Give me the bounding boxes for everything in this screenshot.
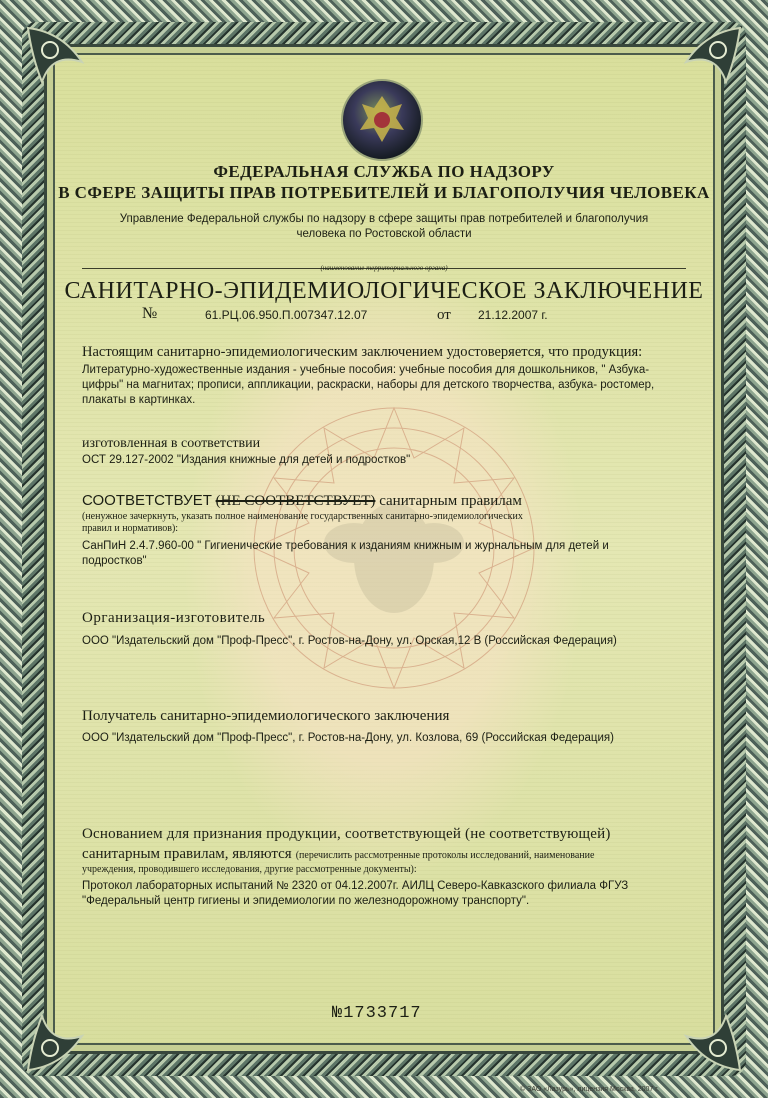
compliance-note-line1: (ненужное зачеркнуть, указать полное наименование государственных санитарно-эпидемиологических	[82, 511, 523, 522]
basis-value1: Протокол лабораторных испытаний № 2320 от 04.12.2007г. АИЛЦ Северо-Кавказского филиала ФГУЗ	[82, 880, 629, 892]
hologram-emblem-icon	[340, 78, 424, 162]
product-line2: цифры" на магнитах; прописи, аппликации, раскраски, наборы для детского творчества, азбука- ростомер,	[82, 379, 655, 391]
basis-value2: "Федеральный центр гигиены и эпидемиологии по железнодорожному транспорту".	[82, 895, 530, 907]
rules-text: санитарным правилам	[379, 493, 522, 509]
recipient-label: Получатель санитарно-эпидемиологического заключения	[82, 708, 450, 724]
manufacturer-value: ООО "Издательский дом "Проф-Пресс", г. Ростов-на-Дону, ул. Орская,12 В (Российская Федерация)	[82, 635, 617, 647]
basis-lead: санитарным правилам, являются	[82, 846, 292, 862]
compliance-statement	[82, 492, 522, 510]
conforms-text: СООТВЕТСТВУЕТ	[82, 492, 212, 509]
compliance-note-line2: правил и нормативов):	[82, 523, 179, 534]
corner-ornament-icon	[676, 22, 746, 92]
agency-title-line2: В СФЕРЕ ЗАЩИТЫ ПРАВ ПОТРЕБИТЕЛЕЙ И БЛАГОПОЛУЧИЯ ЧЕЛОВЕКА	[58, 183, 710, 202]
sanpin-line1: СанПиН 2.4.7.960-00 " Гигиенические требования к изданиям книжным и журнальным для детей и	[82, 540, 609, 552]
product-line3: плакаты в картинках.	[82, 394, 196, 406]
number-label: №	[142, 305, 158, 322]
conclusion-number: 61.РЦ.06.950.П.007347.12.07	[205, 308, 368, 322]
document-title: САНИТАРНО-ЭПИДЕМИОЛОГИЧЕСКОЕ ЗАКЛЮЧЕНИЕ	[64, 278, 704, 304]
product-intro: Настоящим санитарно-эпидемиологическим заключением удостоверяется, что продукция:	[82, 344, 643, 360]
basis-line1: Основанием для признания продукции, соответствующей (не соответствующей)	[82, 826, 611, 842]
product-line1: Литературно-художественные издания - учебные пособия: учебные пособия для дошкольников, " Азбука-	[82, 364, 650, 376]
basis-line3: учреждения, проводившего исследования, другие рассмотренные документы):	[82, 864, 417, 875]
corner-ornament-icon	[22, 1006, 92, 1076]
form-serial-number: №1733717	[332, 1004, 422, 1023]
sanpin-line2: подростков"	[82, 555, 147, 567]
printer-imprint: © ЗАО «Лазурь», лицензия Москва, 2007 г.	[520, 1086, 659, 1093]
conclusion-date: 21.12.2007 г.	[478, 308, 548, 322]
department-caption: (наименование территориального органа)	[320, 264, 448, 272]
manufactured-standard: ОСТ 29.127-2002 "Издания книжные для детей и подростков"	[82, 454, 411, 466]
date-label: от	[437, 307, 451, 323]
department-line1: Управление Федеральной службы по надзору в сфере защиты прав потребителей и благополучия	[119, 213, 649, 225]
agency-title-line1: ФЕДЕРАЛЬНАЯ СЛУЖБА ПО НАДЗОРУ	[213, 162, 555, 181]
recipient-value: ООО "Издательский дом "Проф-Пресс", г. Ростов-на-Дону, ул. Козлова, 69 (Российская Федерация)	[82, 732, 614, 744]
manufacturer-label: Организация-изготовитель	[82, 610, 266, 626]
corner-ornament-icon	[676, 1006, 746, 1076]
department-line2: человека по Ростовской области	[296, 228, 472, 240]
basis-line2	[82, 845, 594, 863]
not-conforms-struck: (НЕ СООТВЕТСТВУЕТ)	[215, 493, 376, 509]
manufactured-label: изготовленная в соответствии	[82, 436, 261, 451]
basis-note: (перечислить рассмотренные протоколы исследований, наименование	[295, 850, 595, 861]
corner-ornament-icon	[22, 22, 92, 92]
